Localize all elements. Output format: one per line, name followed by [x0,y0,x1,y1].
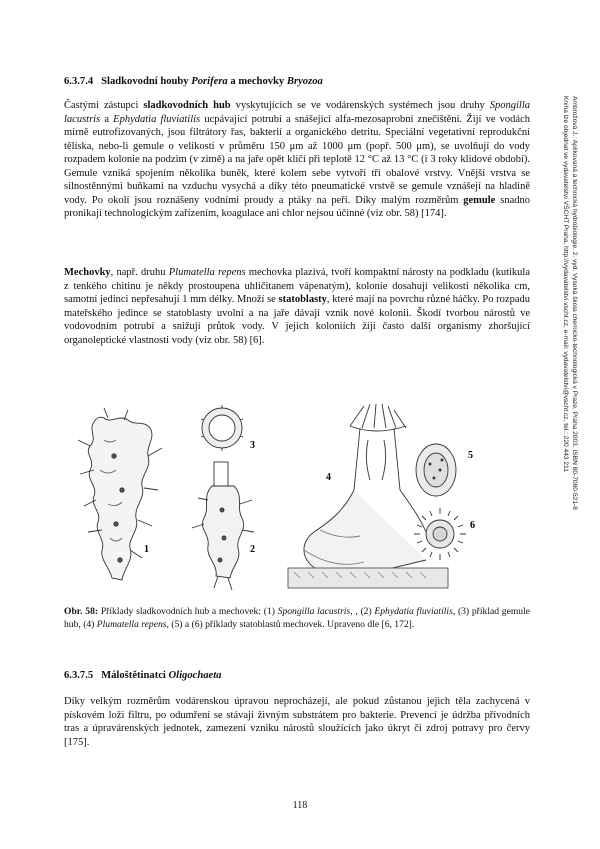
page-number: 118 [292,800,308,811]
section-title-part: Máloštětinatci [101,670,169,681]
section-title-bryozoa: Bryozoa [286,76,323,87]
text-run: Příklady sladkovodních hub a mechovek: (1) [98,606,278,617]
text-run: mechovka plazivá, tvoří kompaktní nárosty na podkladu (kutikula z tenkého chitinu je někdy prostoupena uhličitanem vápenatým), kolonie dosahují velikosti několika cm, samotní jedinci nepřesahují 1 mm délky. Množí se [64,267,531,305]
text-run: , (5) a (6) příklady statoblastů mechovek. Upraveno dle [6, 172]. [166,618,415,630]
species-name: Ephydatia fluviatilis [113,113,201,125]
figure-label-6: 6 [470,520,475,531]
section-heading-oligochaeta [64,670,221,681]
margin-note-line-1: Ambrožová J.: Aplikovaná a technická hydrobiologie. 2. vyd. Vysoká škola chemicko-technologická v Praze, Praha 2003. ISBN 80-7080-521-8 [571,96,578,510]
species-name: Spongilla lacustris [64,100,530,125]
section-title-part: a mechovky [227,76,287,87]
gemule-drawing [201,405,243,451]
figure-label-5: 5 [468,450,473,461]
bold-term: Mechovky [64,267,111,278]
section-title-porifera: Porifera [191,76,228,87]
species-name: Plumatella repens [168,267,246,278]
section-number: 6.3.7.4 [64,76,94,87]
section-heading-sponges [64,76,323,87]
figure-label-1: 1 [144,544,149,555]
bold-term: statoblasty [278,294,327,305]
figure-58 [64,400,540,600]
margin-note [561,96,579,616]
section-title-oligochaeta: Oligochaeta [168,670,222,681]
caption-label: Obr. 58: [64,606,99,617]
bold-term: gemule [463,194,496,206]
ephydatia-drawing [192,462,254,590]
paragraph-sponges [64,99,530,221]
margin-note-line-2: Kniha lze objednat ve vydavatelství VŠCHT Praha, http://vydavatelstvi.vscht.cz, e-mail: vydavatelstvi@vscht.cz, tel.: 220 443 211 [562,96,569,472]
text-run: , které mají na povrchu různé háčky. Po rozpadu mateřského jedince se statoblasty uvolní a na jaře dávají vznik nové kolonii. Škodí tvorbou nárostů ve vodovodním potrubí a snižují průtok vody. V jejich koloniích žijí často další organismy zhoršující organoleptické vlastnosti vody (viz obr. 58) [6]. [64,294,530,346]
paragraph-bryozoa [64,266,530,347]
section-number: 6.3.7.5 [64,670,94,681]
species-name: Ephydatia fluviatilis [374,606,453,617]
text-run: , , (2) [350,606,375,617]
text-run: , (3) příklad gemule hub, (4) [64,606,531,630]
bold-term: sladkovodních hub [143,100,231,111]
statoblast-oval-drawing [416,444,456,496]
figure-label-2: 2 [250,544,255,555]
text-run: Častými zástupci [64,100,144,111]
figure-caption [64,606,530,631]
text-run: a [100,113,114,125]
section-title-part: Sladkovodní houby [101,76,192,87]
paragraph-oligochaeta: Díky velkým rozměrům vodárenskou úpravou neprocházejí, ale pokud zůstanou jejich těla zachycená v pískovém loži filtru, po odumření se stávají živným substrátem pro bakterie. Prevencí je údržba přívodních tras a úpravárenských jednotek, zamezení vzniku nárostů sloužících jako úkryt či zdroj potravy pro červy [175]. [64,696,530,748]
figure-illustrations [64,400,540,600]
figure-label-3: 3 [250,440,255,451]
text-run: snadno pronikají technologickým zařízením, koagulace ani chlor nejsou účinné (viz obr. 58) [174]. [64,194,530,219]
text-run: , např. druhu [110,267,169,278]
spongilla-colony-drawing [78,408,162,580]
statoblast-hooked-drawing [414,508,466,560]
text-run: vyskytujících se ve vodárenských systémech jsou druhy [230,100,490,111]
species-name: Plumatella repens [96,618,167,630]
species-name: Spongilla lacustris [277,606,351,617]
figure-label-4: 4 [326,472,331,483]
plumatella-drawing [288,404,448,588]
text-run: ucpávající potrubí a snášející alfa-mezosaprobní znečištění. Žijí ve vodách mírně eutrofizovaných, jsou filtrátory řas, bakterií a organického detritu. Speciální vegetativní reprodukční tělíska, nebo-li gemule o velikosti v průměru 150 μm až 1000 μm (popř. 500 μm), se uvolňují do vody rozpadem kolonie na podzim (v zimě) a na jaře opět klíčí při teplotě 12 °C až 13 °C (i 3 roky klidové období). Gemule vzniká spojením několika buněk, které kolem sebe vytvoří tři obalové vrstvy. Vnější vrstva se silnostěnnými buňkami na vzduchu vysychá a díky této pneumatické vrstvě se gemule vznášejí na hladině vody. Po okolí jsou roznášeny vodními proudy a ptáky na peří. Díky malým rozměrům [64,113,531,206]
